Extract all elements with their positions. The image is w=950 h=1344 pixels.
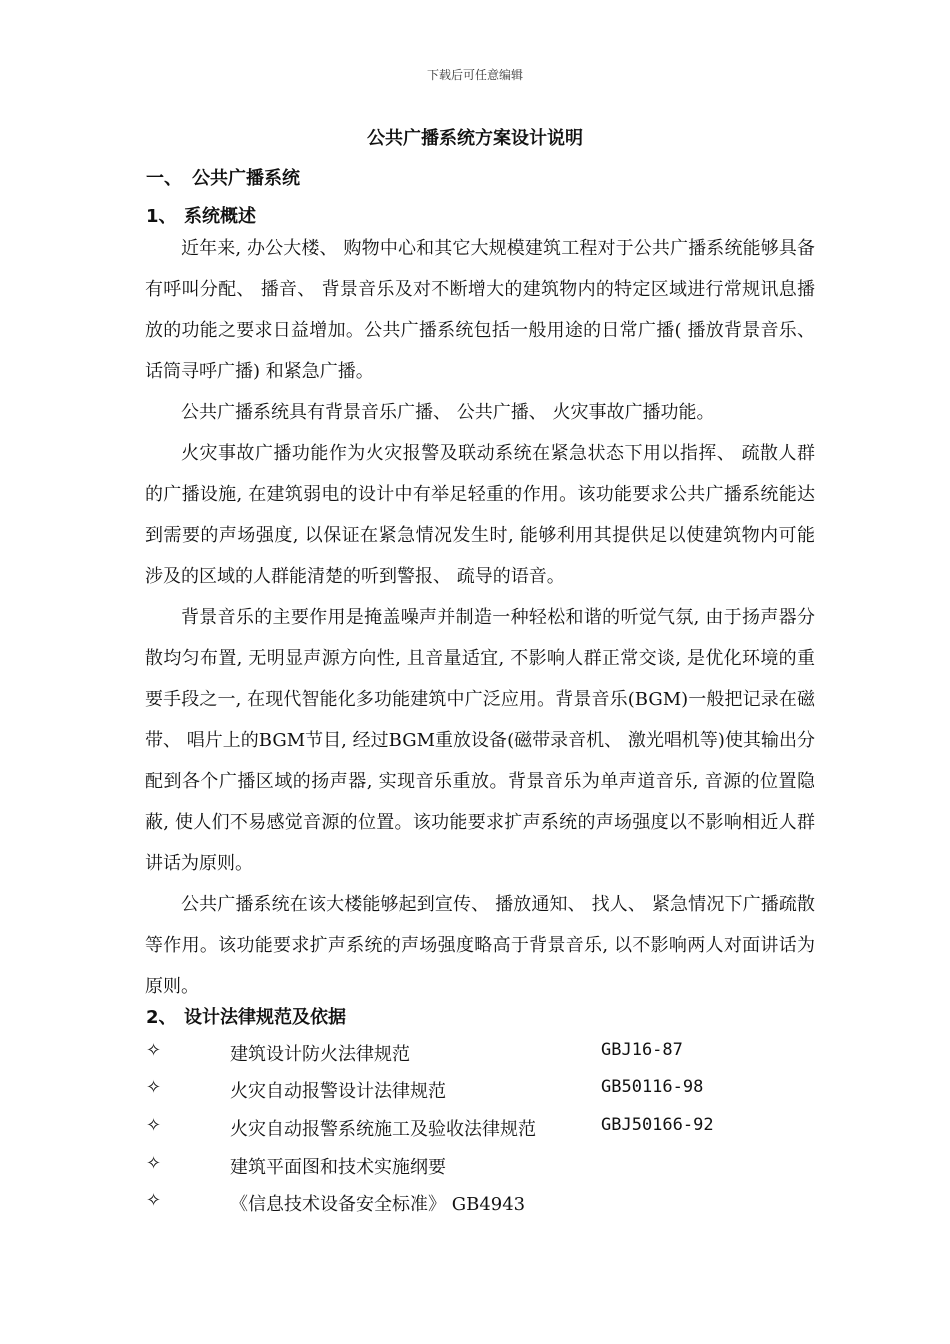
reference-code: GBJ16-87 [601,1040,683,1060]
reference-item [146,1077,846,1114]
document-title: 公共广播系统方案设计说明 [367,128,583,149]
page-header-note: 下载后可任意编辑 [426,68,523,82]
body-text [145,228,815,1007]
reference-item [146,1040,846,1077]
reference-code: GB50116-98 [601,1077,704,1097]
star-bullet-icon: ✧ [146,1040,162,1061]
section-number: 一、 [146,168,182,189]
reference-name: 火灾自动报警系统施工及验收法律规范 [230,1119,536,1140]
reference-item [146,1115,846,1152]
reference-name: 《信息技术设备安全标准》 GB4943 [230,1194,526,1215]
reference-name: 火灾自动报警设计法律规范 [230,1081,446,1102]
paragraph: 背景音乐的主要作用是掩盖噪声并制造一种轻松和谐的听觉气氛, 由于扬声器分散均匀布置, 无明显声源方向性, 且音量适宜, 不影响人群正常交谈, 是优化环境的重要手段之一, 在现代智能化多功能建筑中广泛应用。背景音乐(BGM)一般把记录在磁带、 唱片上的BGM节目, 经过BGM重放设备(磁带录音机、 激光唱机等)使其输出分配到各个广播区域的扬声器, 实现音乐重放。背景音乐为单声道音乐, 音源的位置隐蔽, 使人们不易感觉音源的位置。该功能要求扩声系统的声场强度以不影响相近人群讲话为原则。 [145,607,815,874]
star-bullet-icon: ✧ [146,1115,162,1136]
subsection-label: 系统概述 [184,206,256,227]
reference-item [146,1153,846,1190]
star-bullet-icon: ✧ [146,1190,162,1211]
subsection-heading-2 [146,1003,346,1029]
subsection-number: 2、 [146,1007,177,1028]
reference-item [146,1190,846,1227]
star-bullet-icon: ✧ [146,1077,162,1098]
reference-code: GBJ50166-92 [601,1115,714,1135]
paragraph: 公共广播系统具有背景音乐广播、 公共广播、 火灾事故广播功能。 [181,402,715,423]
subsection-label: 设计法律规范及依据 [184,1007,346,1028]
star-bullet-icon: ✧ [146,1153,162,1174]
subsection-number: 1、 [146,206,177,227]
reference-name: 建筑平面图和技术实施纲要 [230,1157,446,1178]
section-heading-1 [146,164,300,190]
section-label: 公共广播系统 [192,168,300,189]
paragraph: 近年来, 办公大楼、 购物中心和其它大规模建筑工程对于公共广播系统能够具备有呼叫分配、 播音、 背景音乐及对不断增大的建筑物内的特定区域进行常规讯息播放的功能之要求日益增加。公共广播系统包括一般用途的日常广播( 播放背景音乐、 话筒寻呼广播) 和紧急广播。 [145,238,815,382]
paragraph: 公共广播系统在该大楼能够起到宣传、 播放通知、 找人、 紧急情况下广播疏散等作用。该功能要求扩声系统的声场强度略高于背景音乐, 以不影响两人对面讲话为原则。 [145,894,815,997]
subsection-heading-1 [146,202,256,228]
paragraph: 火灾事故广播功能作为火灾报警及联动系统在紧急状态下用以指挥、 疏散人群的广播设施, 在建筑弱电的设计中有举足轻重的作用。该功能要求公共广播系统能达到需要的声场强度, 以保证在紧急情况发生时, 能够利用其提供足以使建筑物内可能涉及的区域的人群能清楚的听到警报、 疏导的语音。 [145,443,815,587]
reference-name: 建筑设计防火法律规范 [230,1044,410,1065]
